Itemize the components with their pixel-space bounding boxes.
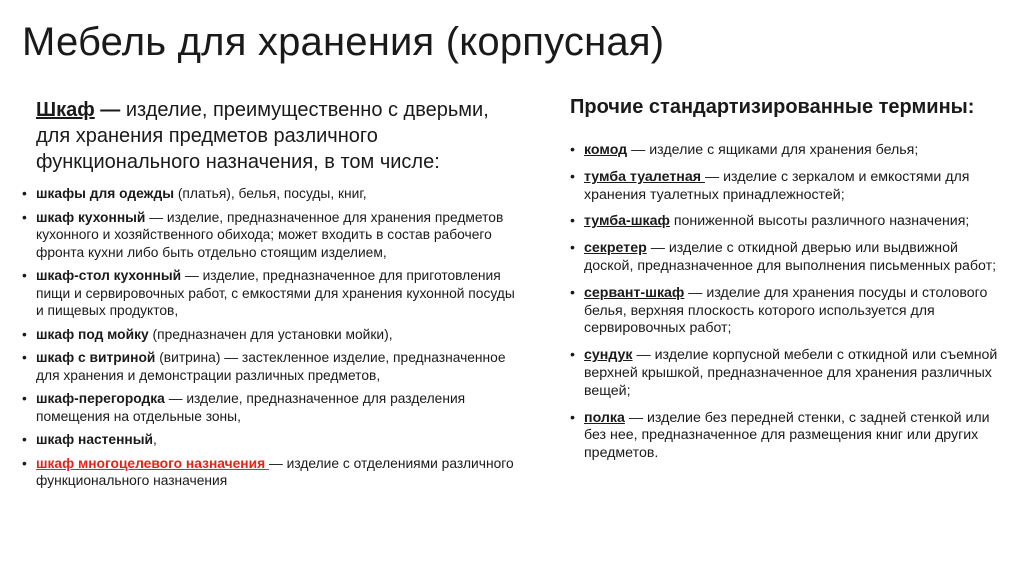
right-column [570,94,1000,472]
item-term: шкаф с витриной [36,350,156,365]
list-item [22,390,522,425]
item-text: — изделие с отделениями различного функционального назначения [36,455,514,488]
item-text: , [153,432,157,447]
list-item [570,213,1000,231]
item-term: тумба-шкаф [584,213,670,230]
lead-dash: — [94,99,121,121]
item-term: комод [584,142,628,158]
item-term: полка [584,409,625,426]
lead-term: Шкаф [36,99,95,121]
item-text: (платья), белья, посуды, книг, [174,186,367,201]
item-term: шкафы для одежды [36,186,174,201]
bullet-icon: • [570,142,575,158]
left-column [22,97,522,496]
lead-text: изделие, преимущественно с дверьми, для хранения предметов различного функционального назначения, в том числе: [36,99,489,173]
right-list [570,142,1000,463]
bullet-icon: • [22,432,27,447]
item-text: — изделие с зеркалом и емкостями для хранения туалетных принадлежностей; [584,168,970,203]
item-text: — изделие с ящиками для хранения белья; [627,142,919,158]
item-text: — изделие, предназначенное для хранения предметов кухонного и хозяйственного обихода; может входить в состав рабочего фронта кухни либо быть отдельно стоящим изделием, [36,209,504,260]
bullet-icon: • [22,186,27,201]
bullet-icon: • [22,209,27,225]
item-text: (витрина) — застекленное изделие, предназначенное для хранения и демонстрации различных предметов, [36,350,506,383]
item-text: — изделие с откидной дверью или выдвижной доской, предназначенное для выполнения письменных работ; [584,240,997,274]
list-item [22,431,522,449]
list-item [22,326,522,344]
list-item [570,169,1000,205]
bullet-icon: • [570,347,575,364]
item-text: (предназначен для установки мойки), [148,326,393,342]
item-term: шкаф-стол кухонный [36,268,182,283]
item-text: — изделие корпусной мебели с откидной или съемной верхней крышкой, предназначенное для хранения различных вещей; [584,347,998,399]
item-term: тумба туалетная [584,168,705,185]
item-term: шкаф-перегородка [36,391,165,406]
left-list [22,185,522,490]
list-item [570,240,1000,276]
item-term: шкаф кухонный [36,209,146,225]
list-item [570,285,1000,338]
list-item [22,185,522,203]
list-item [570,410,1000,463]
bullet-icon: • [22,268,27,283]
item-text: — изделие, предназначенное для разделения помещения на отдельные зоны, [36,391,466,424]
list-item [570,347,1000,400]
bullet-icon: • [22,350,27,365]
slide-title: Мебель для хранения (корпусная) [22,20,665,64]
list-item [22,455,522,490]
item-term: сервант-шкаф [584,284,685,301]
bullet-icon: • [22,455,27,471]
list-item [22,209,522,262]
lead-definition [36,97,522,175]
bullet-icon: • [22,391,27,406]
bullet-icon: • [22,326,27,342]
bullet-icon: • [570,213,575,230]
right-heading: Прочие стандартизированные термины: [570,96,975,118]
item-text: пониженной высоты различного назначения; [669,213,970,230]
item-text: — изделие, предназначенное для приготовления пищи и сервировочных работ, с емкостями для хранения кухонной посуды и пищевых продуктов, [36,268,515,318]
item-term: секретер [584,240,647,257]
item-term: шкаф настенный [36,432,154,447]
item-text: — изделие для хранения посуды и столового белья, верхняя плоскость которого используется для сервировочных работ; [584,284,988,337]
list-item [22,267,522,320]
bullet-icon: • [570,240,575,257]
bullet-icon: • [570,168,575,185]
bullet-icon: • [570,284,575,301]
bullet-icon: • [570,409,575,426]
item-text: — изделие без передней стенки, с задней стенкой или без нее, предназначенное для размещения книг или других предметов. [584,409,990,462]
item-term-highlighted: шкаф многоцелевого назначения [36,455,269,471]
list-item [22,349,522,384]
item-term: сундук [584,347,633,364]
item-term: шкаф под мойку [36,326,149,342]
list-item [570,142,1000,160]
